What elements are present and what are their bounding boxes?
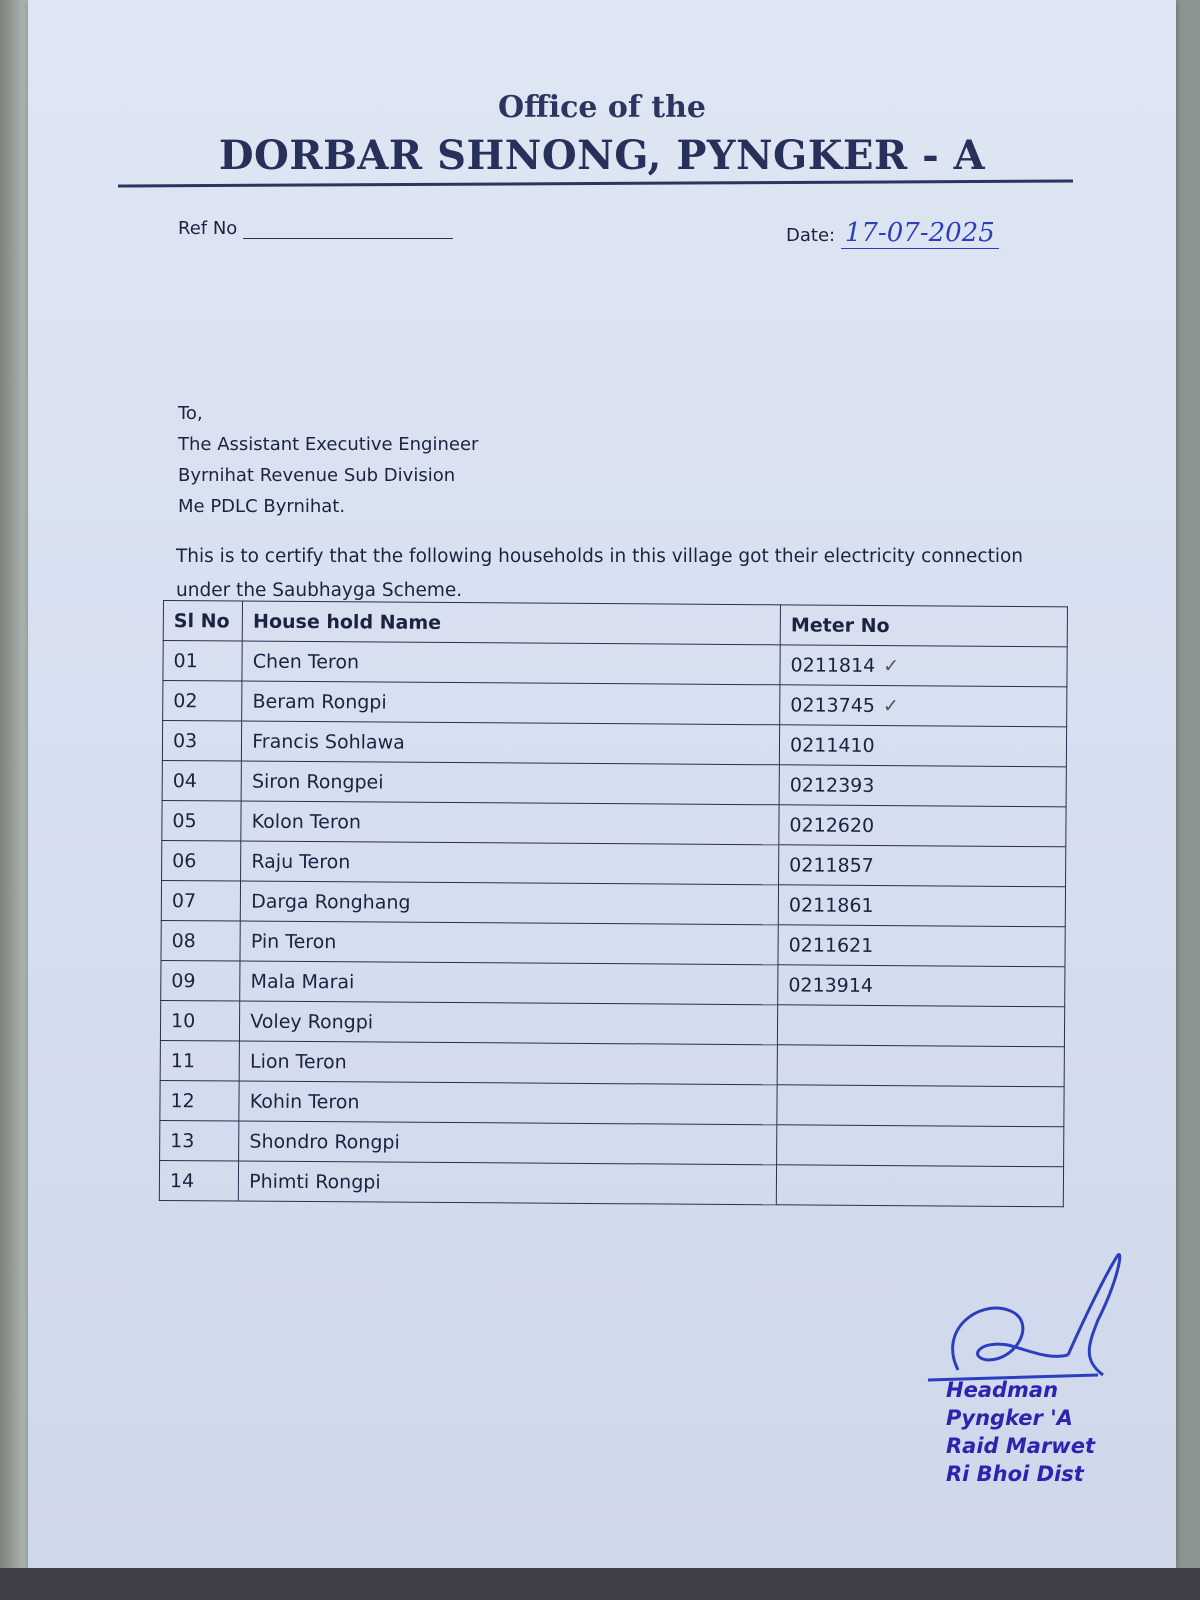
meter-no-cell [778, 965, 1065, 1007]
household-name-cell: Kohin Teron [239, 1081, 777, 1125]
office-line: Office of the [497, 90, 707, 125]
meter-no-cell [778, 885, 1065, 927]
meter-no-cell [779, 725, 1066, 767]
ref-value-line [243, 220, 453, 239]
ref-no [178, 218, 453, 239]
meter-no-cell [779, 845, 1066, 887]
household-name-cell: Mala Marai [240, 961, 778, 1005]
meter-no: 0212620 [789, 813, 875, 837]
stamp-line: Headman [946, 1378, 1059, 1402]
table-row [162, 840, 1066, 886]
date-value: 17-07-2025 [841, 218, 999, 249]
certification-text: This is to certify that the following households in this village got their electricity connection under the Saubhayga Scheme. [176, 546, 1024, 601]
table-row [162, 760, 1066, 806]
meter-no: 0213914 [788, 973, 874, 997]
address-line: Byrnihat Revenue Sub Division [178, 465, 456, 486]
meter-no-cell [779, 805, 1066, 847]
meter-no: 0211621 [788, 933, 874, 957]
table-row [160, 1120, 1064, 1166]
sl-no-cell: 14 [159, 1160, 239, 1201]
meter-no-cell [778, 925, 1065, 967]
sl-no-cell: 03 [162, 721, 242, 762]
table-row [163, 681, 1067, 727]
address-block [178, 398, 478, 522]
household-name-cell: Beram Rongpi [242, 681, 780, 725]
header-household-name: House hold Name [242, 601, 780, 645]
sl-no-cell: 02 [163, 681, 243, 722]
meter-no: 0211814 [790, 653, 876, 677]
meter-no-cell [779, 765, 1066, 807]
household-name-cell: Pin Teron [240, 921, 778, 965]
document-page [28, 0, 1176, 1570]
ref-label: Ref No [178, 218, 238, 239]
sl-no-cell: 05 [162, 800, 242, 841]
meter-no-cell [776, 1165, 1063, 1207]
meter-no: 0212393 [789, 773, 875, 797]
meter-no-cell [777, 1085, 1064, 1127]
table-row [162, 800, 1066, 846]
meter-no-cell [777, 1005, 1064, 1047]
household-name-cell: Lion Teron [239, 1041, 777, 1085]
table-row [163, 641, 1067, 687]
table-row [160, 1000, 1064, 1046]
address-to: To, [178, 403, 203, 424]
households-table [159, 600, 1068, 1207]
household-name-cell: Darga Ronghang [241, 881, 779, 925]
meter-no: 0211857 [789, 853, 874, 877]
table-row [161, 920, 1065, 966]
sl-no-cell: 01 [163, 641, 243, 682]
meter-no-cell [780, 645, 1067, 687]
sl-no-cell: 06 [162, 840, 242, 881]
header-rule [118, 179, 1073, 187]
address-line: Me PDLC Byrnihat. [178, 496, 346, 517]
table-row [161, 960, 1065, 1006]
organization-title: DORBAR SHNONG, PYNGKER - A [218, 132, 986, 179]
sl-no-cell: 12 [160, 1080, 240, 1121]
table-row [162, 721, 1066, 767]
headman-stamp [946, 1376, 1095, 1488]
date [786, 218, 999, 248]
meter-no-cell [777, 1045, 1064, 1087]
signature [918, 1250, 1138, 1390]
meter-no: 0213745 [790, 693, 876, 717]
meter-no-cell [777, 1125, 1064, 1167]
table-header-row [163, 601, 1067, 647]
header-meter-no: Meter No [780, 605, 1067, 647]
address-line: The Assistant Executive Engineer [178, 434, 479, 455]
household-name-cell: Raju Teron [241, 841, 779, 885]
sl-no-cell: 08 [161, 920, 241, 961]
table-row [159, 1160, 1063, 1206]
household-name-cell: Kolon Teron [241, 801, 779, 845]
meter-no-cell [780, 685, 1067, 727]
household-name-cell: Chen Teron [242, 641, 780, 685]
household-name-cell: Voley Rongpi [240, 1001, 778, 1045]
sl-no-cell: 07 [161, 880, 241, 921]
table-row [160, 1080, 1064, 1126]
household-name-cell: Siron Rongpei [241, 761, 779, 805]
table-row [161, 880, 1065, 926]
header-sl-no: Sl No [163, 601, 243, 642]
meter-no: 0211861 [788, 893, 874, 917]
sl-no-cell: 04 [162, 760, 242, 801]
check-mark-icon: ✓ [883, 654, 900, 677]
surface-bottom [0, 1568, 1200, 1600]
stamp-line: Raid Marwet [946, 1434, 1095, 1458]
sl-no-cell: 09 [161, 960, 241, 1001]
date-label: Date: [786, 225, 836, 246]
stamp-line: Pyngker 'A [946, 1406, 1073, 1430]
stamp-line: Ri Bhoi Dist [946, 1462, 1084, 1486]
household-name-cell: Phimti Rongpi [239, 1161, 777, 1205]
household-name-cell: Shondro Rongpi [239, 1121, 777, 1165]
sl-no-cell: 10 [160, 1000, 240, 1041]
sl-no-cell: 11 [160, 1040, 240, 1081]
table-row [160, 1040, 1064, 1086]
household-name-cell: Francis Sohlawa [242, 721, 780, 765]
background-surface [0, 0, 30, 1600]
meter-no: 0211410 [789, 733, 875, 757]
sl-no-cell: 13 [160, 1120, 240, 1161]
check-mark-icon: ✓ [882, 694, 899, 717]
